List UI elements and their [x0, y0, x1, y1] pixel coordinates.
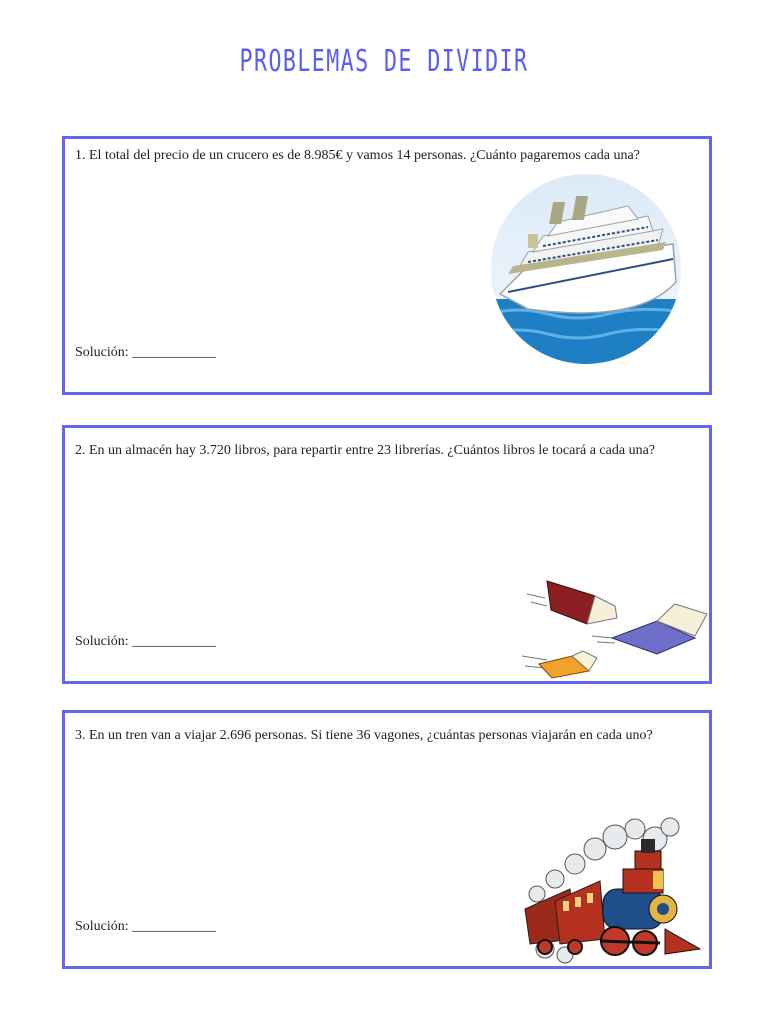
problem-box-1	[62, 136, 712, 395]
flying-books-icon	[517, 576, 717, 686]
problem-3-solution[interactable]: Solución: ____________	[75, 919, 217, 934]
steam-train-icon	[515, 809, 705, 969]
problem-box-3	[62, 710, 712, 969]
problem-2-solution[interactable]: Solución: ____________	[75, 634, 217, 649]
problem-1-question: 1. El total del precio de un crucero es de 8.985€ y vamos 14 personas. ¿Cuánto pagaremos cada una?	[75, 148, 640, 163]
page-title: PROBLEMAS DE DIVIDIR	[239, 44, 529, 79]
problem-2-question: 2. En un almacén hay 3.720 libros, para repartir entre 23 librerías. ¿Cuántos libros le tocará a cada una?	[75, 443, 655, 458]
problem-box-2	[62, 425, 712, 684]
problem-3-question: 3. En un tren van a viajar 2.696 personas. Si tiene 36 vagones, ¿cuántas personas viajarán en cada uno?	[75, 728, 653, 743]
cruise-ship-icon	[488, 174, 684, 364]
problem-1-solution[interactable]: Solución: ____________	[75, 345, 217, 360]
